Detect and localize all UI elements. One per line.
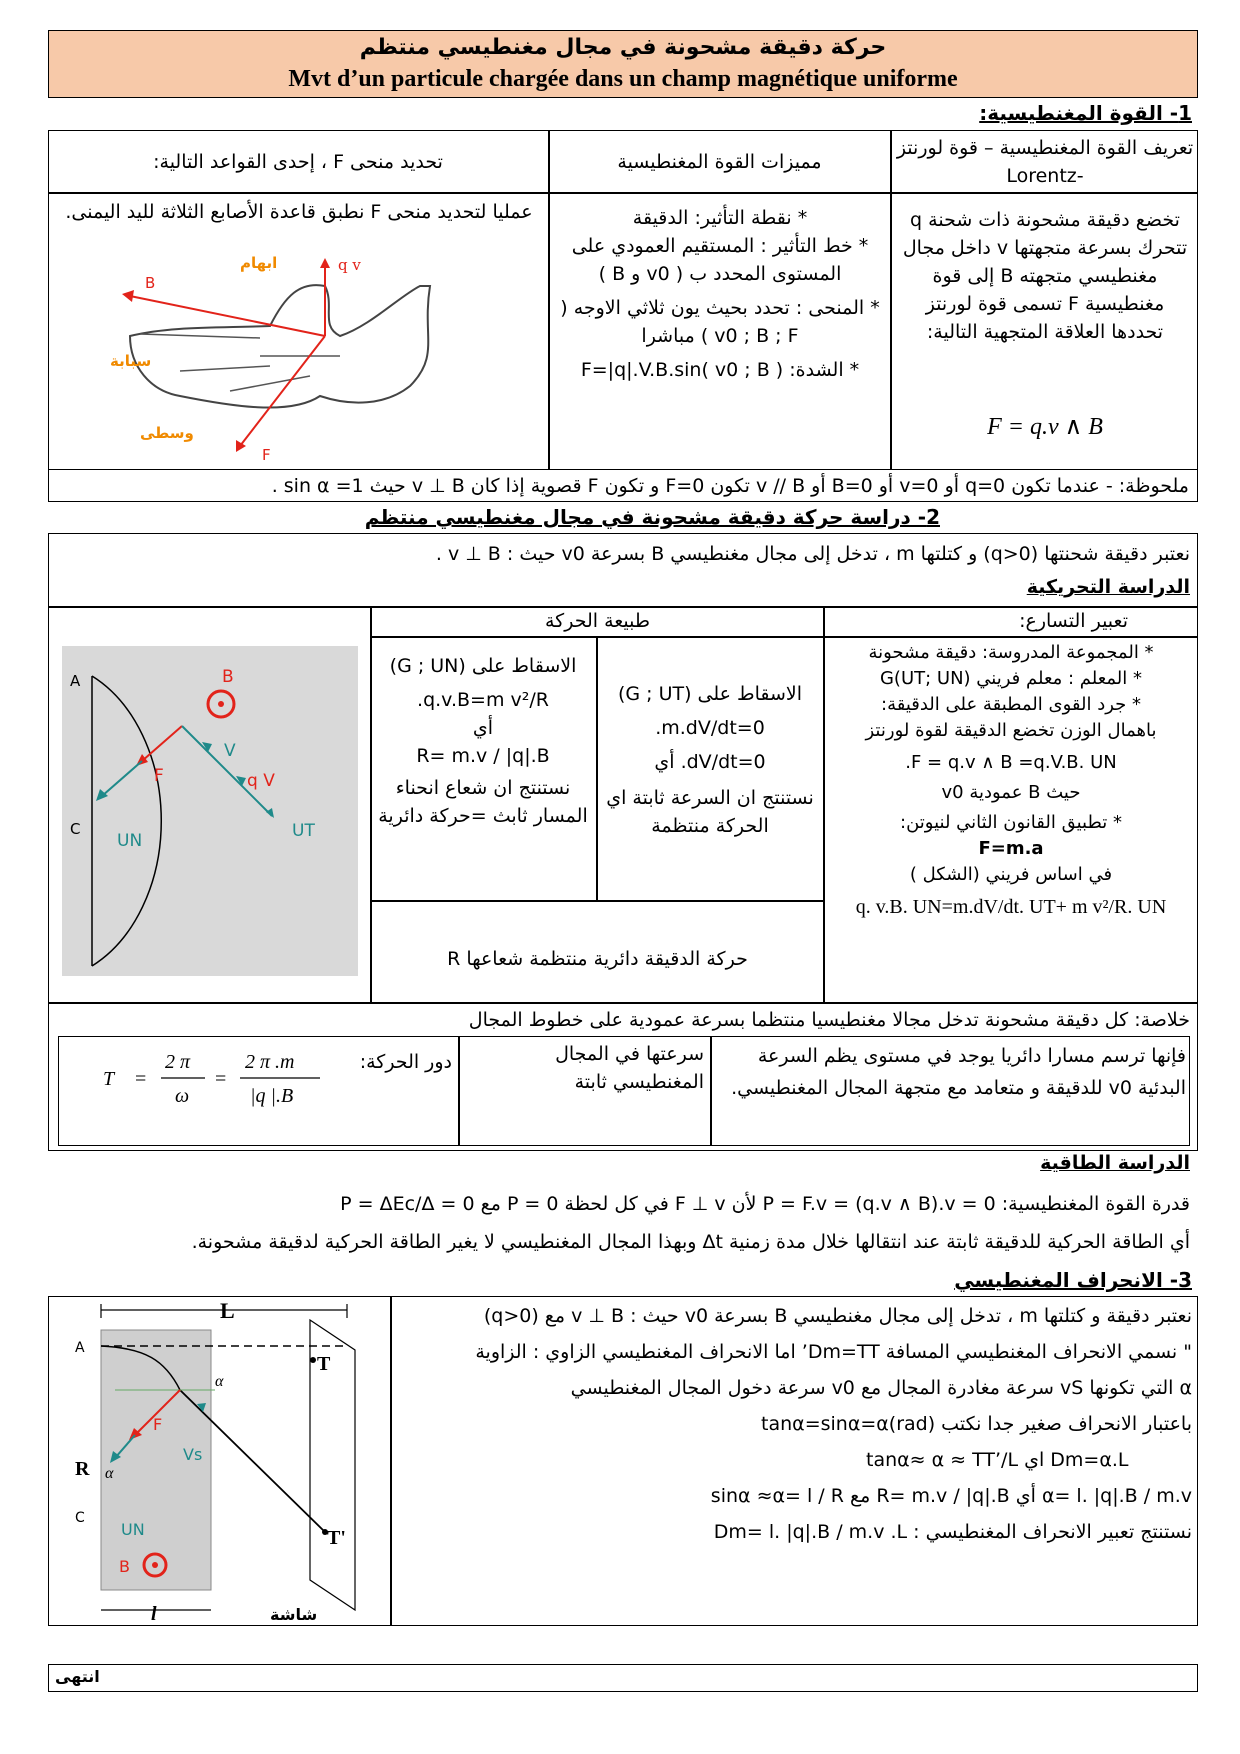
- conc-cell-path: فإنها ترسم مسارا دائريا يوجد في مستوى يظم السرعة البدئية v0 للدقيقة و متعامد مع متجهة المجال المغنطيسي.: [731, 1045, 1186, 1099]
- title-banner: [48, 30, 1198, 98]
- accel-line: q. v.B. UN=m.dV/dt. UT+ m v²/R. UN: [855, 896, 1167, 918]
- col-accel-header: تعبير التسارع:: [1019, 610, 1128, 632]
- label-middle: وسطى: [140, 424, 194, 442]
- period-den1: ω: [175, 1085, 190, 1107]
- s3-line: " نسمي الانحراف المغنطيسي المسافة Dm=TT’ اما الانحراف المغنطيسي الزاوي : الزاوية: [475, 1341, 1192, 1363]
- s3-line: نعتبر دقيقة و كتلتها m ، تدخل إلى مجال مغنطيسي B بسرعة v0 حيث : v ⊥ B مع (q>0): [483, 1305, 1192, 1327]
- fig3-label-UN: UN: [121, 1520, 145, 1539]
- conc-cell-speed: سرعتها في المجال المغنطيسي ثابتة: [555, 1043, 704, 1093]
- period-T: T: [103, 1068, 115, 1090]
- proj-N-result: نستنتج ان شعاع انحناء المسار ثابث =حركة دائرية: [378, 777, 588, 827]
- col-dir-header: تحديد منحى F ، إحدى القواعد التالية:: [153, 151, 443, 173]
- fig3-label-alpha: α: [215, 1373, 224, 1390]
- fig-label-UN: UN: [117, 831, 143, 851]
- proj-N-or: أي: [472, 717, 494, 739]
- label-thumb: ابهام: [240, 256, 278, 272]
- deflection-figure: [55, 1300, 387, 1622]
- fig-label-F: F: [154, 766, 164, 786]
- end-label: انتهى: [55, 1667, 100, 1686]
- accel-line: * المعلم : معلم فريني G(UT; UN): [879, 668, 1143, 689]
- s1-note: ملحوظة: - عندما تكون q=0 أو v=0 أو B=0 أو v // B تكون F=0 و تكون F قصوية إذا كان v ⊥ B حيث sin α =1 .: [48, 470, 1198, 502]
- footer-end: [48, 1664, 1198, 1692]
- prop-direction: * المنحى : تحدد بحيث يون ثلاثي الاوجه ( v0 ; B ; F ) مباشرا: [560, 297, 880, 347]
- accel-line: * جرد القوى المطبقة على الدقيقة:: [881, 694, 1141, 715]
- energy-heading: الدراسة الطاقية: [1040, 1152, 1190, 1174]
- fig3-label-l: l: [151, 1603, 157, 1622]
- prop-line: * خط التأثير : المستقيم العمودي على المستوى المحدد ب ( v0 و B ): [571, 235, 869, 285]
- s3-line: α التي تكونها vS سرعة مغادرة المجال مع v0 سرعة دخول المجال المغنطيسي: [570, 1377, 1192, 1399]
- fig-label-UT: UT: [292, 821, 315, 841]
- prop-point: * نقطة التأثير: الدقيقة: [632, 207, 808, 229]
- period-formula: [95, 1040, 335, 1120]
- props-list: [555, 204, 885, 384]
- accel-line: حيث B عمودية v0: [941, 782, 1081, 803]
- s3-line: نستنتج تعبير الانحراف المغنطيسي : Dm= l. |q|.B / m.v .L: [713, 1521, 1192, 1543]
- field-symbol-dot: [218, 701, 224, 707]
- period-eq2: =: [215, 1068, 227, 1090]
- label-index: سبابة: [110, 352, 152, 370]
- fig-label-V: V: [224, 741, 236, 761]
- fig3-label-F: F: [153, 1415, 163, 1434]
- fig-label-qV: q V: [247, 771, 275, 791]
- accel-list: [828, 640, 1194, 920]
- prop-magnitude: * الشدة: F=|q|.V.B.sin( v0 ; B ): [580, 359, 860, 381]
- kin-heading: الدراسة التحريكية: [1026, 576, 1190, 598]
- motion-summary: حركة الدقيقة دائرية منتظمة شعاعها R: [447, 948, 748, 970]
- proj-N-eq: q.v.B=m v²/R.: [417, 689, 549, 711]
- accel-line: F=m.a: [978, 838, 1044, 859]
- def-text: تخضع دقيقة مشحونة ذات شحنة q تتحرك بسرعة متجهتها v داخل مجال مغنطيسي متجهته B إلى قوة مغنطيسية F تسمى قوة لورنتز تحددها العلاقة المتجهية التالية:: [902, 209, 1188, 343]
- s3-line: α= l. |q|.B / m.v أي R= m.v / |q|.B مع sinα ≈α= l / R: [710, 1485, 1192, 1507]
- energy-line-1: قدرة القوة المغنطيسية: P = F.v = (q.v ∧ B).v = 0 لأن F ⊥ v في كل لحظة P = 0 مع P = ΔEc/Δ = 0: [340, 1193, 1190, 1215]
- fig3-label-B: B: [119, 1557, 130, 1576]
- proj-T-title: الاسقاط على (G ; UT): [617, 683, 803, 705]
- middle-arrow: [240, 336, 325, 446]
- fig3-label-L: L: [220, 1300, 235, 1323]
- label-qv: q v: [338, 256, 361, 274]
- fig3-label-R: R: [75, 1458, 90, 1480]
- conclusion: خلاصة: كل دقيقة مشحونة تدخل مجالا مغنطيسيا منتظما بسرعة عمودية على خطوط المجال: [468, 1009, 1190, 1031]
- period-den2: |q |.B: [250, 1085, 294, 1107]
- col-def-header: تعريف القوة المغنطيسية – قوة لورنتز -Lorentz: [896, 137, 1194, 187]
- section-3-heading: 3- الانحراف المغنطيسي: [954, 1268, 1192, 1292]
- finger-lines: [140, 334, 340, 391]
- s3-line: Dm=α.L اي tanα≈ α ≈ TT’/L: [866, 1449, 1129, 1471]
- s2-intro: نعتبر دقيقة شحنتها (q>0) و كتلتها m ، تدخل إلى مجال مغنطيسي B بسرعة v0 حيث : v ⊥ B .: [435, 543, 1190, 565]
- fig3-label-screen: شاشة: [270, 1605, 318, 1622]
- label-F: F: [262, 446, 271, 464]
- fig-label-C: C: [70, 820, 81, 838]
- circular-motion-figure: [62, 646, 358, 976]
- label-B: B: [145, 274, 156, 292]
- col-props-header: مميزات القوة المغنطيسية: [617, 151, 822, 173]
- proj-T: [600, 680, 820, 840]
- period-num1: 2 π: [165, 1051, 191, 1073]
- title-arabic: حركة دقيقة مشحونة في مجال مغنطيسي منتظم: [359, 35, 887, 60]
- proj-T-eq: 0=m.dV/dt.: [655, 717, 765, 739]
- energy-line-2: أي الطاقة الحركية للدقيقة ثابتة عند انتقالها خلال مدة زمنية Δt وبهذا المجال المغنطيسي لا يغير الطاقة الحركية لدقيقة مشحونة.: [191, 1231, 1190, 1253]
- dir-text: عمليا لتحديد منحى F نطبق قاعدة الأصابع الثلاثة لليد اليمنى.: [65, 201, 533, 223]
- proj-T-eq2: dV/dt=0. أي: [654, 751, 766, 773]
- accel-line: * تطبيق القانون الثاني لنيوتن:: [900, 812, 1122, 833]
- accel-line: F = q.v ∧ B =q.V.B. UN.: [905, 752, 1117, 773]
- right-hand-rule-figure: [110, 256, 490, 466]
- period-num2: 2 π .m: [245, 1051, 295, 1073]
- s3-text: [396, 1302, 1192, 1546]
- section-2-heading: 2- دراسة حركة دقيقة مشحونة في مجال مغنطيسي منتظم: [364, 505, 940, 529]
- fig-label-B: B: [222, 667, 234, 687]
- conc-cell-period-label: دور الحركة:: [359, 1051, 452, 1073]
- fig3-label-Vs: Vs: [183, 1445, 203, 1464]
- proj-T-result: نستنتج ان السرعة ثابتة اي الحركة منتظمة: [606, 787, 814, 837]
- fig3-label-C: C: [75, 1510, 85, 1526]
- accel-line: * المجموعة المدروسة: دقيقة مشحونة: [868, 642, 1154, 663]
- def-formula: F = q.v ∧ B: [987, 414, 1103, 440]
- hand-outline: [130, 285, 430, 407]
- fig3-label-A: A: [75, 1340, 85, 1356]
- period-eq1: =: [135, 1068, 147, 1090]
- proj-N-title: الاسقاط على (G ; UN): [389, 655, 577, 677]
- title-french: Mvt d’un particule chargée dans un champ magnétique uniforme: [288, 66, 958, 92]
- accel-line: باهمال الوزن تخضع الدقيقة لقوة لورنتز: [865, 720, 1157, 741]
- accel-line: في اساس فريني (الشكل ): [909, 864, 1113, 885]
- proj-N: [374, 652, 592, 830]
- proj-N-R: R= m.v / |q|.B: [416, 745, 550, 767]
- section-1-heading: 1- القوة المغنطيسية:: [979, 101, 1192, 125]
- col-nature-header: طبيعة الحركة: [544, 610, 651, 632]
- fig3-label-T: T: [317, 1353, 331, 1375]
- fig-label-A: A: [70, 672, 81, 690]
- s3-line: باعتبار الانحراف صغير جدا نكتب tanα=sinα=α(rad): [761, 1413, 1192, 1435]
- fig3-label-alpha2: α: [105, 1465, 114, 1482]
- fig3-label-Tp: T': [327, 1527, 346, 1549]
